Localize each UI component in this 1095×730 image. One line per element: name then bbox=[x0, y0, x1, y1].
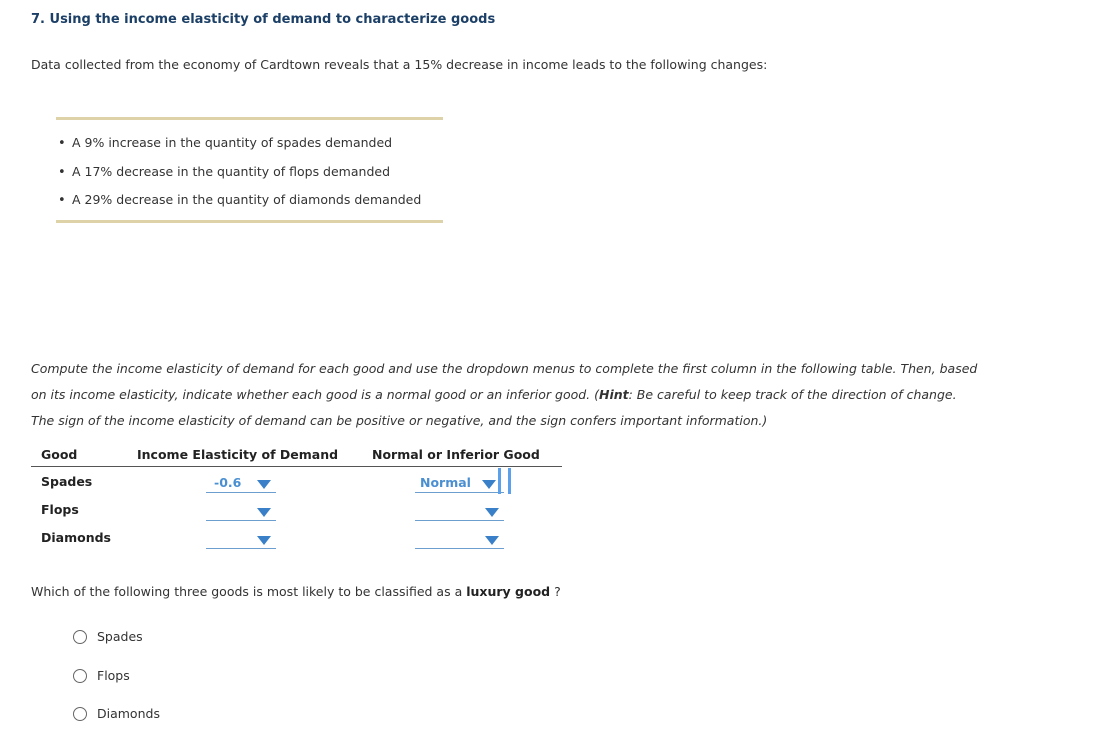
changes-list bbox=[58, 134, 421, 220]
instructions: Compute the income elasticity of demand for each good and use the dropdown menus to complete the first column in the following table. Then, based on its income elasticity, indicate whether each good is a normal good or an inferior good. (Hint: Be careful to keep track of the direction of change. The sign of the income elasticity of demand can be positive or negative, and the sign confers important information.) bbox=[31, 361, 978, 428]
col-header-elasticity: Income Elasticity of Demand bbox=[137, 447, 339, 462]
chevron-down-icon bbox=[485, 536, 499, 545]
table-header-line bbox=[31, 466, 562, 467]
row-label-spades: Spades bbox=[41, 474, 93, 489]
chevron-down-icon bbox=[257, 536, 271, 545]
option-diamonds[interactable]: Diamonds bbox=[73, 706, 160, 721]
option-spades[interactable]: Spades bbox=[73, 629, 143, 644]
chevron-down-icon bbox=[482, 480, 496, 489]
col-header-good: Good bbox=[41, 447, 78, 462]
elasticity-dropdown-diamonds[interactable] bbox=[206, 530, 276, 549]
radio-button[interactable] bbox=[73, 630, 87, 644]
elasticity-dropdown-spades[interactable]: -0.6 bbox=[206, 474, 276, 493]
chevron-down-icon bbox=[257, 480, 271, 489]
intro-text: Data collected from the economy of Cardtown reveals that a 15% decrease in income leads to the following changes: bbox=[31, 57, 768, 72]
row-label-diamonds: Diamonds bbox=[41, 530, 111, 545]
row-label-flops: Flops bbox=[41, 502, 79, 517]
focus-indicator bbox=[498, 468, 501, 494]
radio-button[interactable] bbox=[73, 669, 87, 683]
top-divider bbox=[56, 117, 443, 120]
question-title: 7. Using the income elasticity of demand to characterize goods bbox=[31, 12, 496, 27]
type-dropdown-diamonds[interactable] bbox=[415, 530, 504, 549]
list-item: • A 29% decrease in the quantity of diamonds demanded bbox=[58, 192, 422, 208]
bottom-divider bbox=[56, 220, 443, 223]
elasticity-dropdown-flops[interactable] bbox=[206, 502, 276, 521]
bullet-icon: • bbox=[58, 164, 66, 180]
type-dropdown-flops[interactable] bbox=[415, 502, 504, 521]
hint-label: Hint bbox=[599, 387, 629, 402]
list-item: • A 9% increase in the quantity of spades demanded bbox=[58, 135, 393, 151]
focus-indicator bbox=[508, 468, 511, 494]
type-dropdown-spades[interactable]: Normal bbox=[415, 474, 504, 493]
bullet-icon: • bbox=[58, 193, 66, 208]
chevron-down-icon bbox=[257, 508, 271, 517]
luxury-question: Which of the following three goods is most likely to be classified as a luxury good ? bbox=[31, 584, 561, 599]
option-flops[interactable]: Flops bbox=[73, 668, 130, 683]
bullet-icon: • bbox=[58, 136, 66, 151]
radio-button[interactable] bbox=[73, 707, 87, 721]
col-header-type: Normal or Inferior Good bbox=[372, 447, 540, 462]
chevron-down-icon bbox=[485, 508, 499, 517]
list-item: • A 17% decrease in the quantity of flops demanded bbox=[58, 163, 391, 180]
